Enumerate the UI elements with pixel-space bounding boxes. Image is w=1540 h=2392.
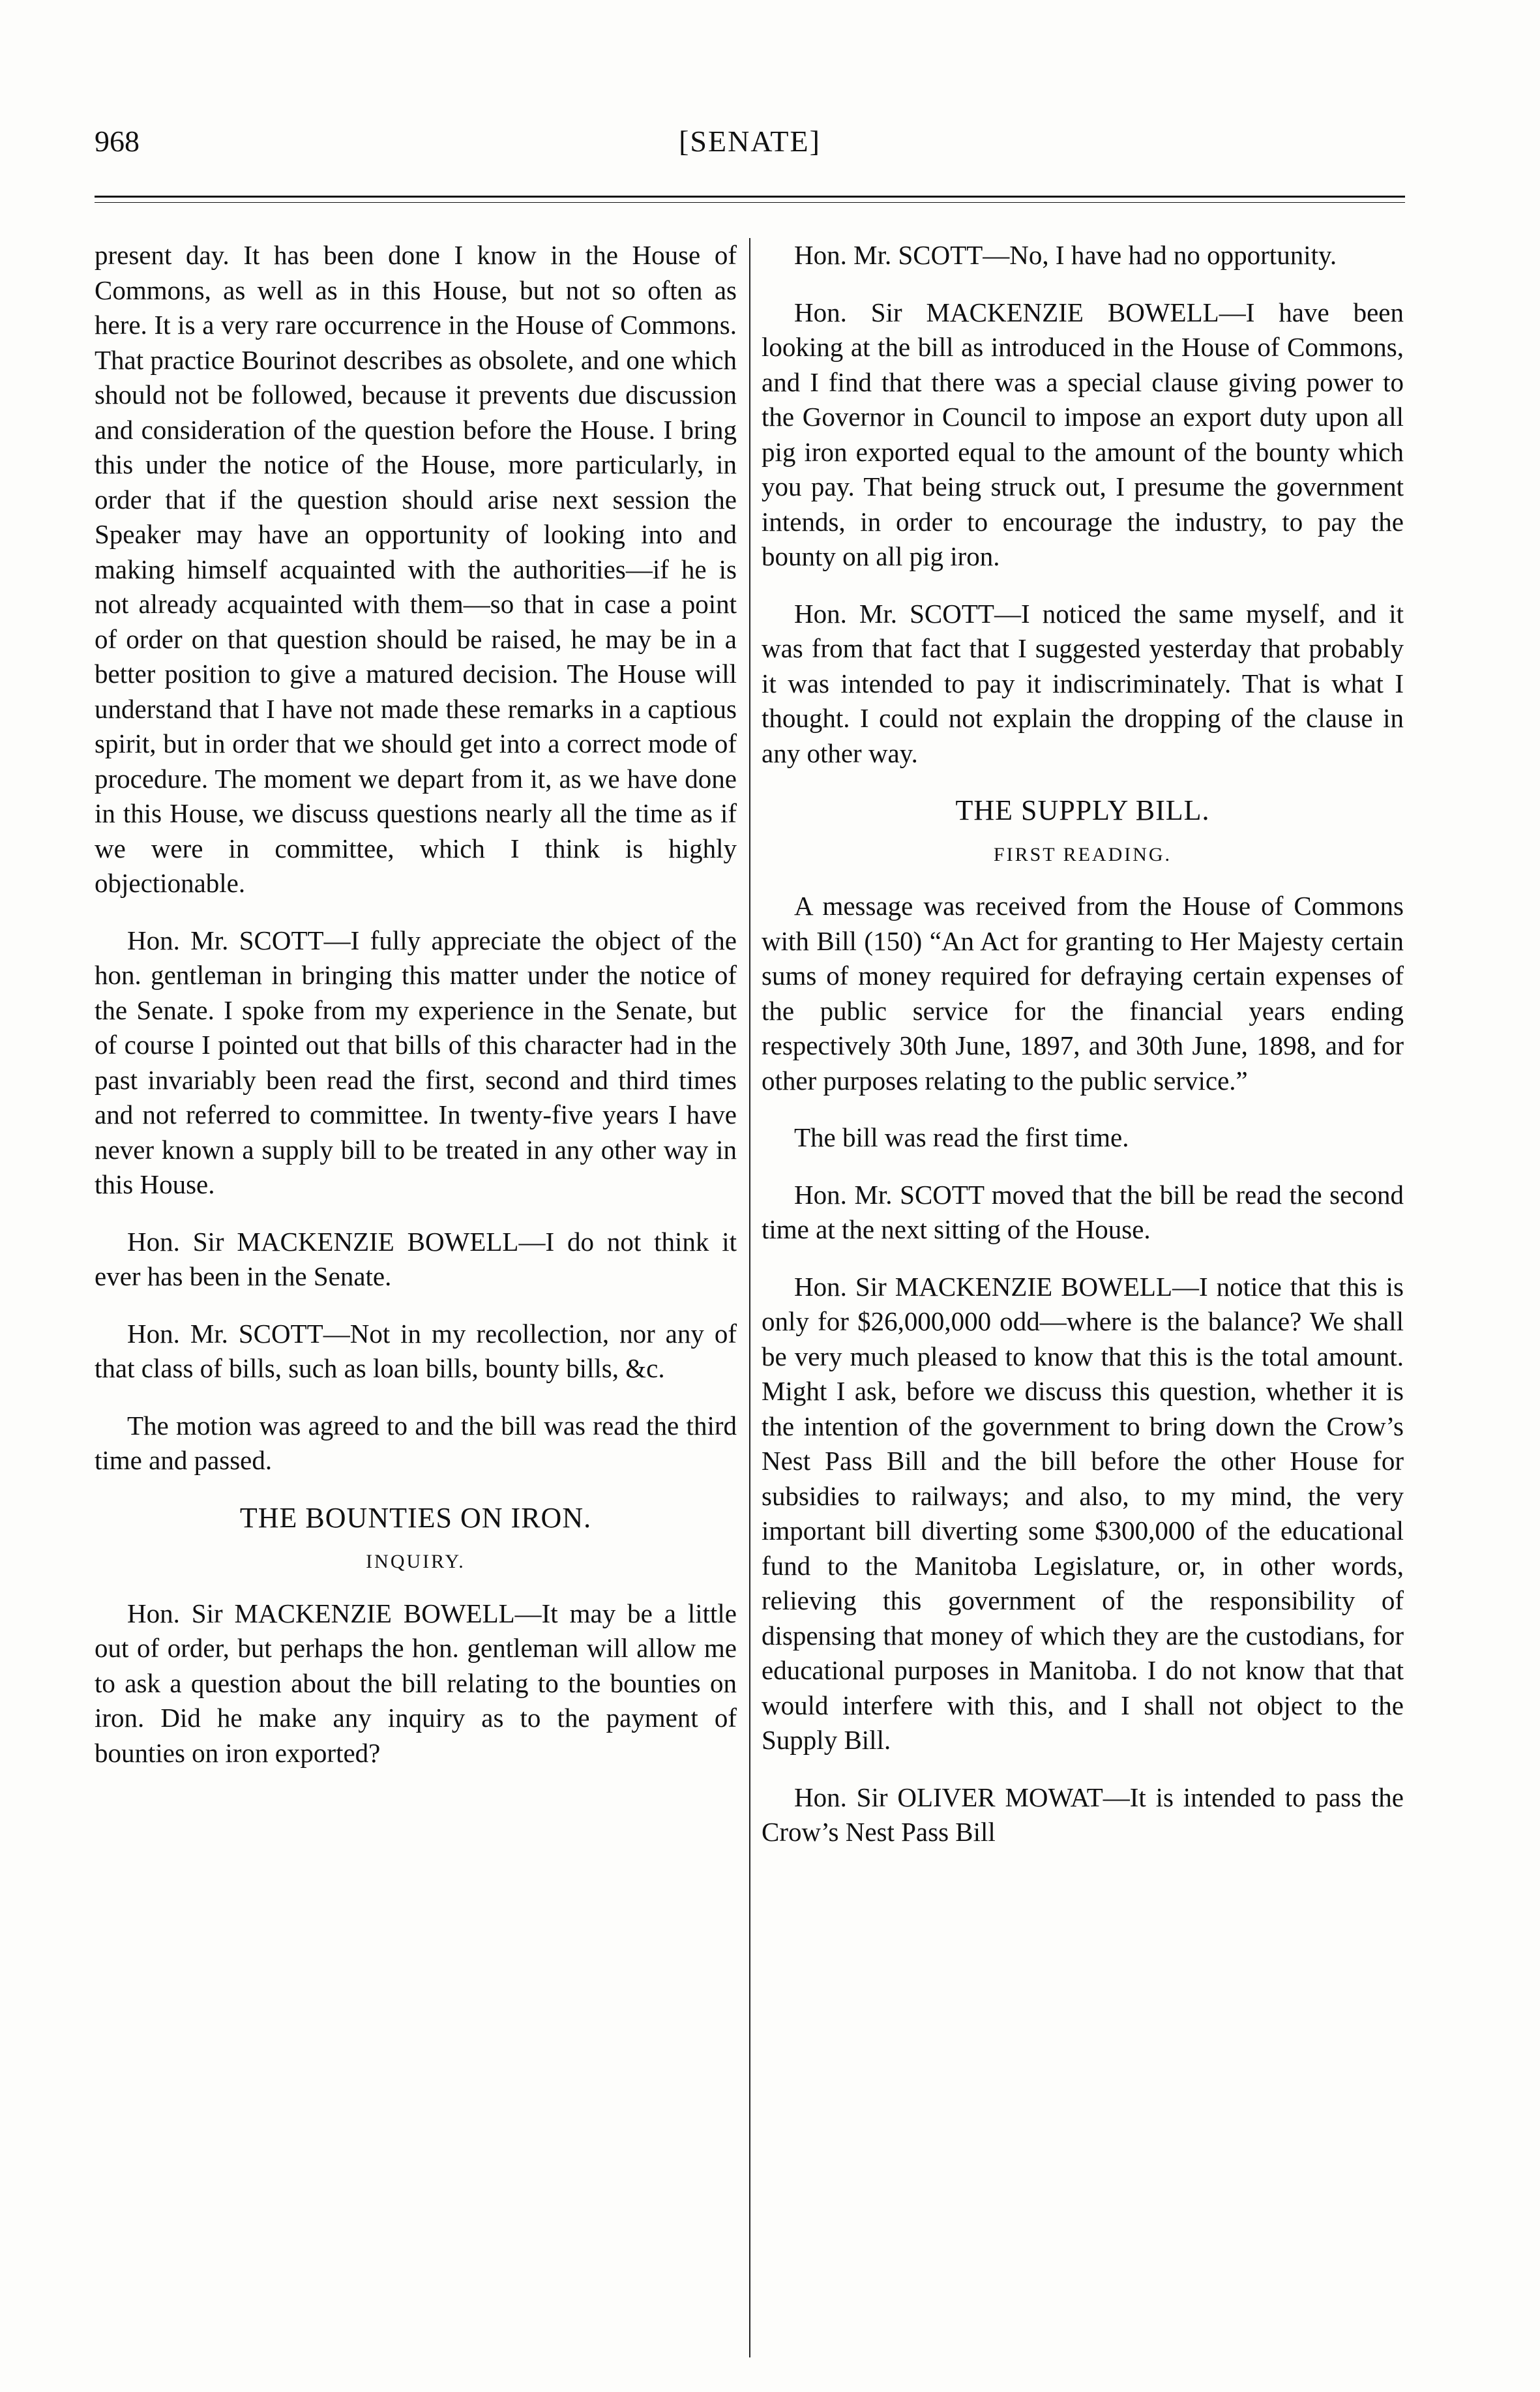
section-subheading: INQUIRY. xyxy=(366,1551,466,1572)
section-heading: THE BOUNTIES ON IRON. xyxy=(239,1501,592,1534)
page-header xyxy=(95,124,1405,170)
paragraph: Hon. Mr. SCOTT moved that the bill be read the second time at the next sitting of the House. xyxy=(762,1179,1404,1244)
page-number: 968 xyxy=(95,125,140,158)
section-heading: THE SUPPLY BILL. xyxy=(955,794,1210,826)
paragraph: Hon. Mr. SCOTT—No, I have had no opportunity. xyxy=(794,240,1337,270)
paragraph: Hon. Sir MACKENZIE BOWELL—I do not think it ever has been in the Senate. xyxy=(95,1226,737,1291)
running-head: [SENATE] xyxy=(679,125,821,158)
header-rule-thin xyxy=(95,202,1405,203)
paragraph: The motion was agreed to and the bill was read the third time and passed. xyxy=(95,1410,737,1475)
column-divider xyxy=(749,238,750,2357)
paragraph: Hon. Mr. SCOTT—I fully appreciate the object of the hon. gentleman in bringing this matter under the notice of the Senate. I spoke from my experience in the Senate, but of course I pointed out that bills of this character had in the past invariably been read the first, second and third times and not referred to committee. In twenty-five years I have never known a supply bill to be treated in any other way in this House. xyxy=(95,925,737,1199)
section-subheading: FIRST READING. xyxy=(993,843,1172,865)
paragraph: Hon. Sir MACKENZIE BOWELL—I have been looking at the bill as introduced in the House of Commons, and I find that there was a special clause giving power to the Governor in Council to impose an export duty upon all pig iron exported equal to the amount of the bounty which you pay. That being struck out, I presume the government intends, in order to encourage the industry, to pay the bounty on all pig iron. xyxy=(762,297,1404,571)
paragraph: Hon. Mr. SCOTT—Not in my recollection, nor any of that class of bills, such as loan bills, bounty bills, &c. xyxy=(95,1318,737,1383)
left-column xyxy=(95,238,737,1793)
paragraph: Hon. Mr. SCOTT—I noticed the same myself, and it was from that fact that I suggested yesterday that probably it was intended to pay it indiscriminately. That is what I thought. I could not explain the dropping of the clause in any other way. xyxy=(762,598,1404,768)
paragraph: Hon. Sir MACKENZIE BOWELL—It may be a little out of order, but perhaps the hon. gentleman will allow me to ask a question about the bill relating to the bounties on iron. Did he make any inquiry as to the payment of bounties on iron exported? xyxy=(95,1598,737,1768)
paragraph: A message was received from the House of Commons with Bill (150) “An Act for granting to Her Majesty certain sums of money required for defraying certain expenses of the public service for the financial years ending respectively 30th June, 1897, and 30th June, 1898, and for other purposes relating to the public service.” xyxy=(762,891,1404,1096)
paragraph: The bill was read the first time. xyxy=(794,1122,1129,1152)
right-column xyxy=(762,238,1404,1872)
paragraph: present day. It has been done I know in the House of Commons, as well as in this House, but not so often as here. It is a very rare occurrence in the House of Commons. That practice Bourinot describes as obsolete, and one which should not be followed, because it prevents due discussion and consideration of the question before the House. I bring this under the notice of the House, more particularly, in order that if the question should arise next session the Speaker may have an opportunity of looking into and making himself acquainted with the authorities—if he is not already acquainted with them—so that in case a point of order on that question should be raised, he may be in a better position to give a matured decision. The House will understand that I have not made these remarks in a captious spirit, but in order that we should get into a correct mode of procedure. The moment we depart from it, as we have done in this House, we discuss questions nearly all the time as if we were in committee, which I think is highly objectionable. xyxy=(95,240,737,898)
paragraph: Hon. Sir OLIVER MOWAT—It is intended to pass the Crow’s Nest Pass Bill xyxy=(762,1782,1404,1847)
paragraph: Hon. Sir MACKENZIE BOWELL—I notice that this is only for $26,000,000 odd—where is the balance? We shall be very much pleased to know that this is the total amount. Might I ask, before we discuss this question, whether it is the intention of the government to bring down the Crow’s Nest Pass Bill and the bill before the other House for subsidies to railways; and also, to my mind, the very important bill diverting some $300,000 of the educational fund to the Manitoba Legislature, or, in other words, relieving this government of the responsibility of dispensing that money of which they are the custodians, for educational purposes in Manitoba. I do not know that that would interfere with this, and I shall not object to the Supply Bill. xyxy=(762,1271,1404,1755)
header-rule xyxy=(95,196,1405,198)
